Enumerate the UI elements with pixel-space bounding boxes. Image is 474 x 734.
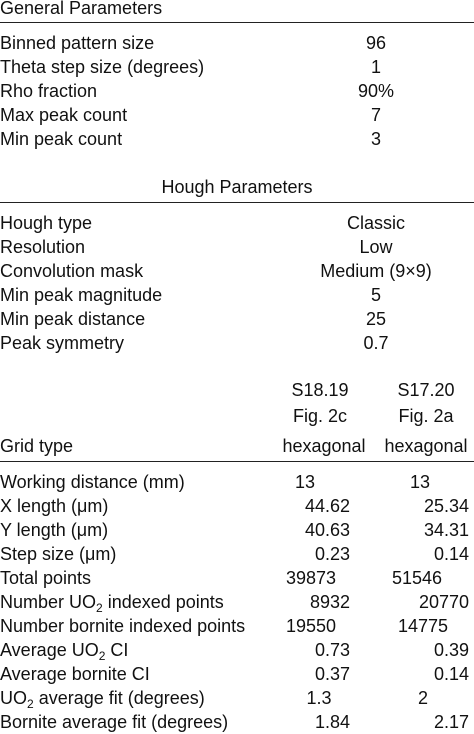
col2-sample: S17.20 — [397, 380, 455, 400]
param-label: Min peak magnitude — [0, 285, 163, 305]
scan-value-col1: 13 — [294, 472, 316, 492]
scan-value-col1: 40.63 — [304, 520, 350, 540]
col2-figure: Fig. 2a — [398, 406, 454, 426]
general-rule — [0, 22, 474, 23]
scan-value-col1: 1.84 — [314, 712, 350, 732]
scan-value-col1: 0.73 — [314, 640, 350, 660]
param-label: Peak symmetry — [0, 333, 125, 353]
scan-value-col2: 0.14 — [433, 544, 469, 564]
scan-row — [0, 590, 474, 614]
param-label: Rho fraction — [0, 81, 98, 101]
hough-row — [0, 283, 474, 307]
scan-label: Step size (μm) — [0, 544, 117, 564]
hough-heading — [0, 175, 474, 199]
param-value: 96 — [365, 33, 387, 53]
param-value: 7 — [370, 105, 381, 125]
param-value: 1 — [370, 57, 381, 77]
param-label: Resolution — [0, 237, 86, 257]
scan-row — [0, 518, 474, 542]
grid-type-col1: hexagonal — [282, 436, 366, 456]
param-value: 0.7 — [363, 333, 389, 353]
scan-value-col1: 1.3 — [306, 688, 332, 708]
param-label: Binned pattern size — [0, 33, 155, 53]
general-row — [0, 127, 474, 151]
scan-row — [0, 638, 474, 662]
hough-heading-text: Hough Parameters — [161, 177, 313, 197]
scan-label: X length (μm) — [0, 496, 109, 516]
scan-label: Average $UO_2$ CI — [0, 640, 129, 663]
hough-rule — [0, 202, 474, 203]
scan-label: Total points — [0, 568, 92, 588]
scan-value-col1: 44.62 — [304, 496, 350, 516]
scan-value-col2: 51546 — [392, 568, 443, 588]
col1-figure: Fig. 2c — [292, 406, 348, 426]
scan-row — [0, 614, 474, 638]
scan-value-col2: 14775 — [398, 616, 449, 636]
scan-label: Average bornite CI — [0, 664, 150, 684]
scan-value-col2: 34.31 — [423, 520, 469, 540]
general-row — [0, 103, 474, 127]
param-label: Min peak count — [0, 129, 123, 149]
scan-row — [0, 542, 474, 566]
param-label: Max peak count — [0, 105, 128, 125]
column-header-figure — [0, 404, 474, 428]
general-heading-text: General Parameters — [0, 0, 163, 18]
scan-value-col2: 25.34 — [423, 496, 469, 516]
scan-value-col1: 0.37 — [314, 664, 350, 684]
param-value: 5 — [370, 285, 381, 305]
column-header-sample — [0, 378, 474, 402]
scan-value-col1: 39873 — [286, 568, 337, 588]
param-label: Hough type — [0, 213, 93, 233]
scan-row — [0, 566, 474, 590]
col1-sample: S18.19 — [291, 380, 349, 400]
scan-label: Number $UO_2$ indexed points — [0, 592, 224, 615]
scan-value-col1: 8932 — [309, 592, 350, 612]
param-label: Theta step size (degrees) — [0, 57, 205, 77]
scan-rule — [0, 461, 474, 462]
param-value: Classic — [346, 213, 405, 233]
scan-label: Number bornite indexed points — [0, 616, 246, 636]
scan-row — [0, 662, 474, 686]
hough-row — [0, 331, 474, 355]
param-label: Convolution mask — [0, 261, 144, 281]
param-value: Low — [359, 237, 393, 257]
hough-row — [0, 259, 474, 283]
param-value: 3 — [370, 129, 381, 149]
param-value: 25 — [365, 309, 387, 329]
scan-value-col2: 0.14 — [433, 664, 469, 684]
hough-row — [0, 307, 474, 331]
scan-value-col2: 13 — [409, 472, 431, 492]
scan-row — [0, 494, 474, 518]
grid-type-col2: hexagonal — [384, 436, 468, 456]
hough-row — [0, 211, 474, 235]
scan-value-col1: 0.23 — [314, 544, 350, 564]
scan-value-col2: 2 — [417, 688, 428, 708]
scan-value-col2: 0.39 — [433, 640, 469, 660]
param-value: 90% — [357, 81, 395, 101]
scan-value-col2: 2.17 — [433, 712, 469, 732]
general-row — [0, 55, 474, 79]
general-row — [0, 31, 474, 55]
scan-value-col1: 19550 — [286, 616, 337, 636]
scan-row — [0, 710, 474, 734]
scan-label: $UO_2$ average fit (degrees) — [0, 688, 205, 711]
param-value: Medium (9×9) — [320, 261, 432, 281]
general-row — [0, 79, 474, 103]
hough-row — [0, 235, 474, 259]
scan-label: Bornite average fit (degrees) — [0, 712, 229, 732]
param-label: Min peak distance — [0, 309, 146, 329]
scan-value-col2: 20770 — [418, 592, 469, 612]
scan-label: Y length (μm) — [0, 520, 109, 540]
grid-type-row — [0, 434, 474, 458]
scan-label: Working distance (mm) — [0, 472, 185, 492]
grid-type-label: Grid type — [0, 436, 74, 456]
scan-row — [0, 470, 474, 494]
scan-row — [0, 686, 474, 710]
general-heading — [0, 0, 474, 20]
